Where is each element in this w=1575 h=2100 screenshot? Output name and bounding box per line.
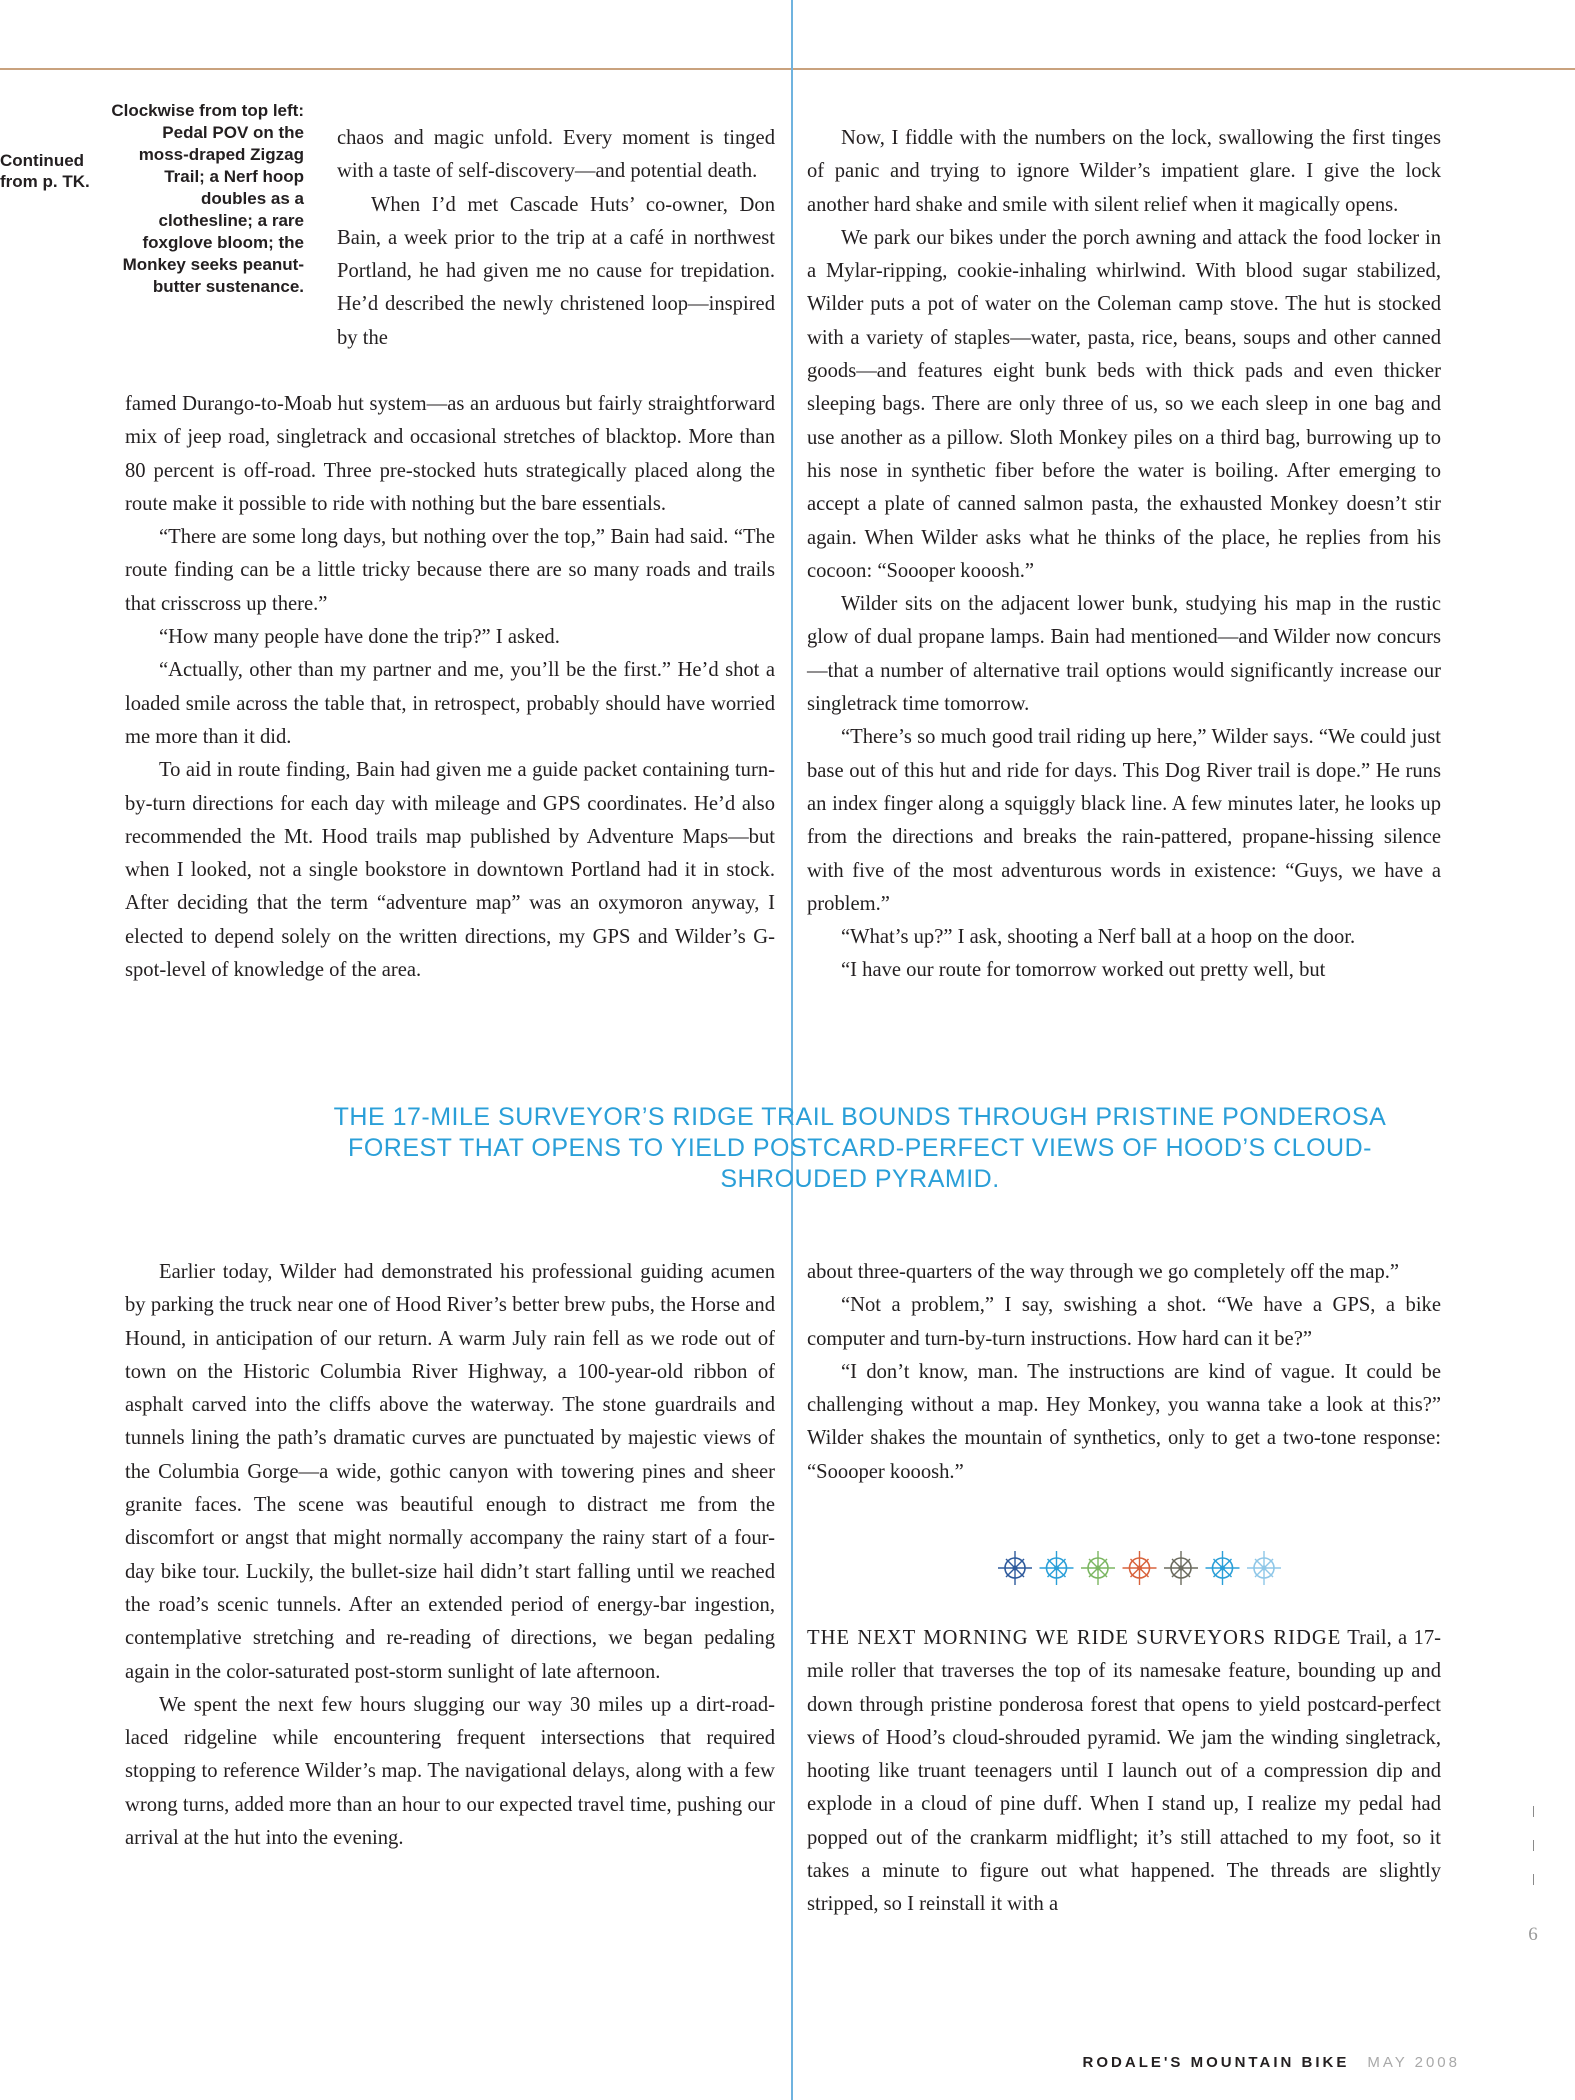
paragraph: Now, I fiddle with the numbers on the lock, swallowing the first tinges of panic and trying to ignore Wilder’s impatient glare. I give the lock another hard shake and smile with silent relief when it magically opens. [807,127,1441,216]
compass-rose-icon [1247,1551,1281,1585]
paragraph: Wilder sits on the adjacent lower bunk, studying his map in the rustic glow of dual propane lamps. Bain had mentioned—and Wilder now concurs—that a number of alternative trail options would significantly increase our singletrack time tomorrow. [807,593,1441,716]
paragraph: “I have our route for tomorrow worked out pretty well, but [841,959,1326,982]
page-footer [1000,2054,1460,2071]
right-column-top [807,122,1441,988]
paragraph: When I’d met Cascade Huts’ co-owner, Don Bain, a week prior to the trip at a café in northwest Portland, he had given me no cause for trepidation. He’d described the newly christened loop—inspired by the [337,193,775,349]
compass-rose-icon [1040,1551,1074,1585]
page-number: 6 [1528,1924,1538,1945]
section-break-ornament [995,1548,1285,1588]
paragraph: about three-quarters of the way through we go completely off the map.” [807,1261,1400,1283]
intro-column [337,122,775,355]
paragraph: “Not a problem,” I say, swishing a shot. “We have a GPS, a bike computer and turn-by-turn instructions. How hard can it be?” [807,1294,1441,1350]
continued-label: Continued from p. TK. [0,151,90,191]
section-text: Trail, a 17-mile roller that traverses the top of its namesake feature, bounding up and down through pristine ponderosa forest that opens to yield postcard-perfect views of Hood’s cloud-shrouded pyramid. We jam the winding singletrack, hooting like truant teenagers until I launch out of a compression dip and explode in a cloud of pine duff. When I stand up, I realize my pedal had popped out of the crankarm midflight; it’s still attached to my foot, so it takes a minute to figure out what happened. The threads are slightly stripped, so I reinstall it with a [807,1627,1441,1916]
paragraph: “What’s up?” I ask, shooting a Nerf ball at a hoop on the door. [841,926,1356,949]
paragraph: “I don’t know, man. The instructions are kind of vague. It could be challenging without a map. Hey Monkey, you wanna take a look at this?” Wilder shakes the mountain of synthetics, only to get a two-tone response: “Soooper kooosh.” [807,1360,1441,1483]
photo-caption: Clockwise from top left: Pedal POV on the moss-draped Zigzag Trail; a Nerf hoop doubles as a clothesline; a rare foxglove bloom; the Monkey seeks peanut-butter sustenance. [111,101,304,296]
right-column-bottom [807,1256,1441,1489]
margin-tick [1533,1840,1534,1851]
footer-date: MAY 2008 [1367,2054,1460,2071]
margin-tick [1533,1806,1534,1817]
paragraph: “There’s so much good trail riding up here,” Wilder says. “We could just base out of this hut and ride for days. This Dog River trail is dope.” He runs an index finger along a squiggly black line. A few minutes later, he looks up from the directions and breaks the rain-pattered, propane-hissing silence with five of the most adventurous words in existence: “Guys, we have a problem.” [807,726,1441,915]
paragraph: chaos and magic unfold. Every moment is tinged with a taste of self-discovery—and potential death. [337,127,775,183]
section-lead-in: THE NEXT MORNING WE RIDE SURVEYORS RIDGE [807,1627,1342,1649]
compass-rose-icon [998,1551,1032,1585]
left-column-top [125,388,775,987]
compass-rose-icon [1123,1551,1157,1585]
top-rule [0,68,1575,70]
compass-rose-icon [1164,1551,1198,1585]
footer-magazine: RODALE'S MOUNTAIN BIKE [1082,2054,1350,2071]
paragraph: To aid in route finding, Bain had given me a guide packet containing turn-by-turn directions for each day with mileage and GPS coordinates. He’d also recommended the Mt. Hood trails map published by Adventure Maps—but when I looked, not a single bookstore in downtown Portland had it in stock. After deciding that the term “adventure map” was an oxymoron anyway, I elected to depend solely on the written directions, my GPS and Wilder’s G-spot-level of knowledge of the area. [125,759,775,982]
paragraph: famed Durango-to-Moab hut system—as an arduous but fairly straightforward mix of jeep road, singletrack and occasional stretches of blacktop. More than 80 percent is off-road. Three pre-stocked huts strategically placed along the route make it possible to ride with nothing but the bare essentials. [125,393,775,515]
margin-tick [1533,1874,1534,1885]
paragraph: “There are some long days, but nothing over the top,” Bain had said. “The route finding can be a little tricky because there are so many roads and trails that crisscross up there.” [125,526,775,615]
center-gutter-line [791,0,793,2100]
paragraph: “Actually, other than my partner and me, you’ll be the first.” He’d shot a loaded smile across the table that, in retrospect, probably should have worried me more than it did. [125,659,775,748]
paragraph: We park our bikes under the porch awning and attack the food locker in a Mylar-ripping, cookie-inhaling whirlwind. With blood sugar stabilized, Wilder puts a pot of water on the Coleman camp stove. The hut is stocked with a variety of staples—water, pasta, rice, beans, soups and other canned goods—and features eight bunk beds with thick pads and even thicker sleeping bags. There are only three of us, so we each sleep in one bag and use another as a pillow. Sloth Monkey piles on a third bag, burrowing up to his nose in synthetic fiber before the water is boiling. After emerging to accept a plate of canned salmon pasta, the exhausted Monkey doesn’t stir again. When Wilder asks what he thinks of the place, he replies from his cocoon: “Soooper kooosh.” [807,226,1441,582]
paragraph: Earlier today, Wilder had demonstrated his professional guiding acumen by parking the truck near one of Hood River’s better brew pubs, the Horse and Hound, in anticipation of our return. A warm July rain fell as we rode out of town on the Historic Columbia River Highway, a 100-year-old ribbon of asphalt carved into the cliffs above the waterway. The stone guardrails and tunnels lining the path’s dramatic curves are punctuated by majestic views of the Columbia Gorge—a wide, gothic canyon with towering pines and sheer granite faces. The scene was beautiful enough to distract me from the discomfort or angst that might normally accompany the rainy start of a four-day bike tour. Luckily, the bullet-size hail didn’t start falling until we reached the road’s scenic tunnels. After an extended period of energy-bar ingestion, contemplative stretching and re-reading of directions, we began pedaling again in the color-saturated post-storm sunlight of late afternoon. [125,1261,775,1683]
paragraph [807,1622,1441,1922]
pull-quote: THE 17-MILE SURVEYOR’S RIDGE TRAIL BOUNDS THROUGH PRISTINE PONDEROSA FOREST THAT OPENS TO YIELD POSTCARD-PERFECT VIEWS OF HOOD’S CLOUD-SHROUDED PYRAMID. [333,1103,1387,1193]
right-column-section [807,1622,1441,1922]
paragraph: We spent the next few hours slugging our way 30 miles up a dirt-road-laced ridgeline while encountering frequent intersections that required stopping to reference Wilder’s map. The navigational delays, along with a few wrong turns, added more than an hour to our expected travel time, pushing our arrival at the hut into the evening. [125,1693,775,1850]
compass-rose-icon [1206,1551,1240,1585]
paragraph: “How many people have done the trip?” I asked. [159,626,560,649]
left-column-bottom [125,1256,775,1855]
compass-rose-icon [1081,1551,1115,1585]
